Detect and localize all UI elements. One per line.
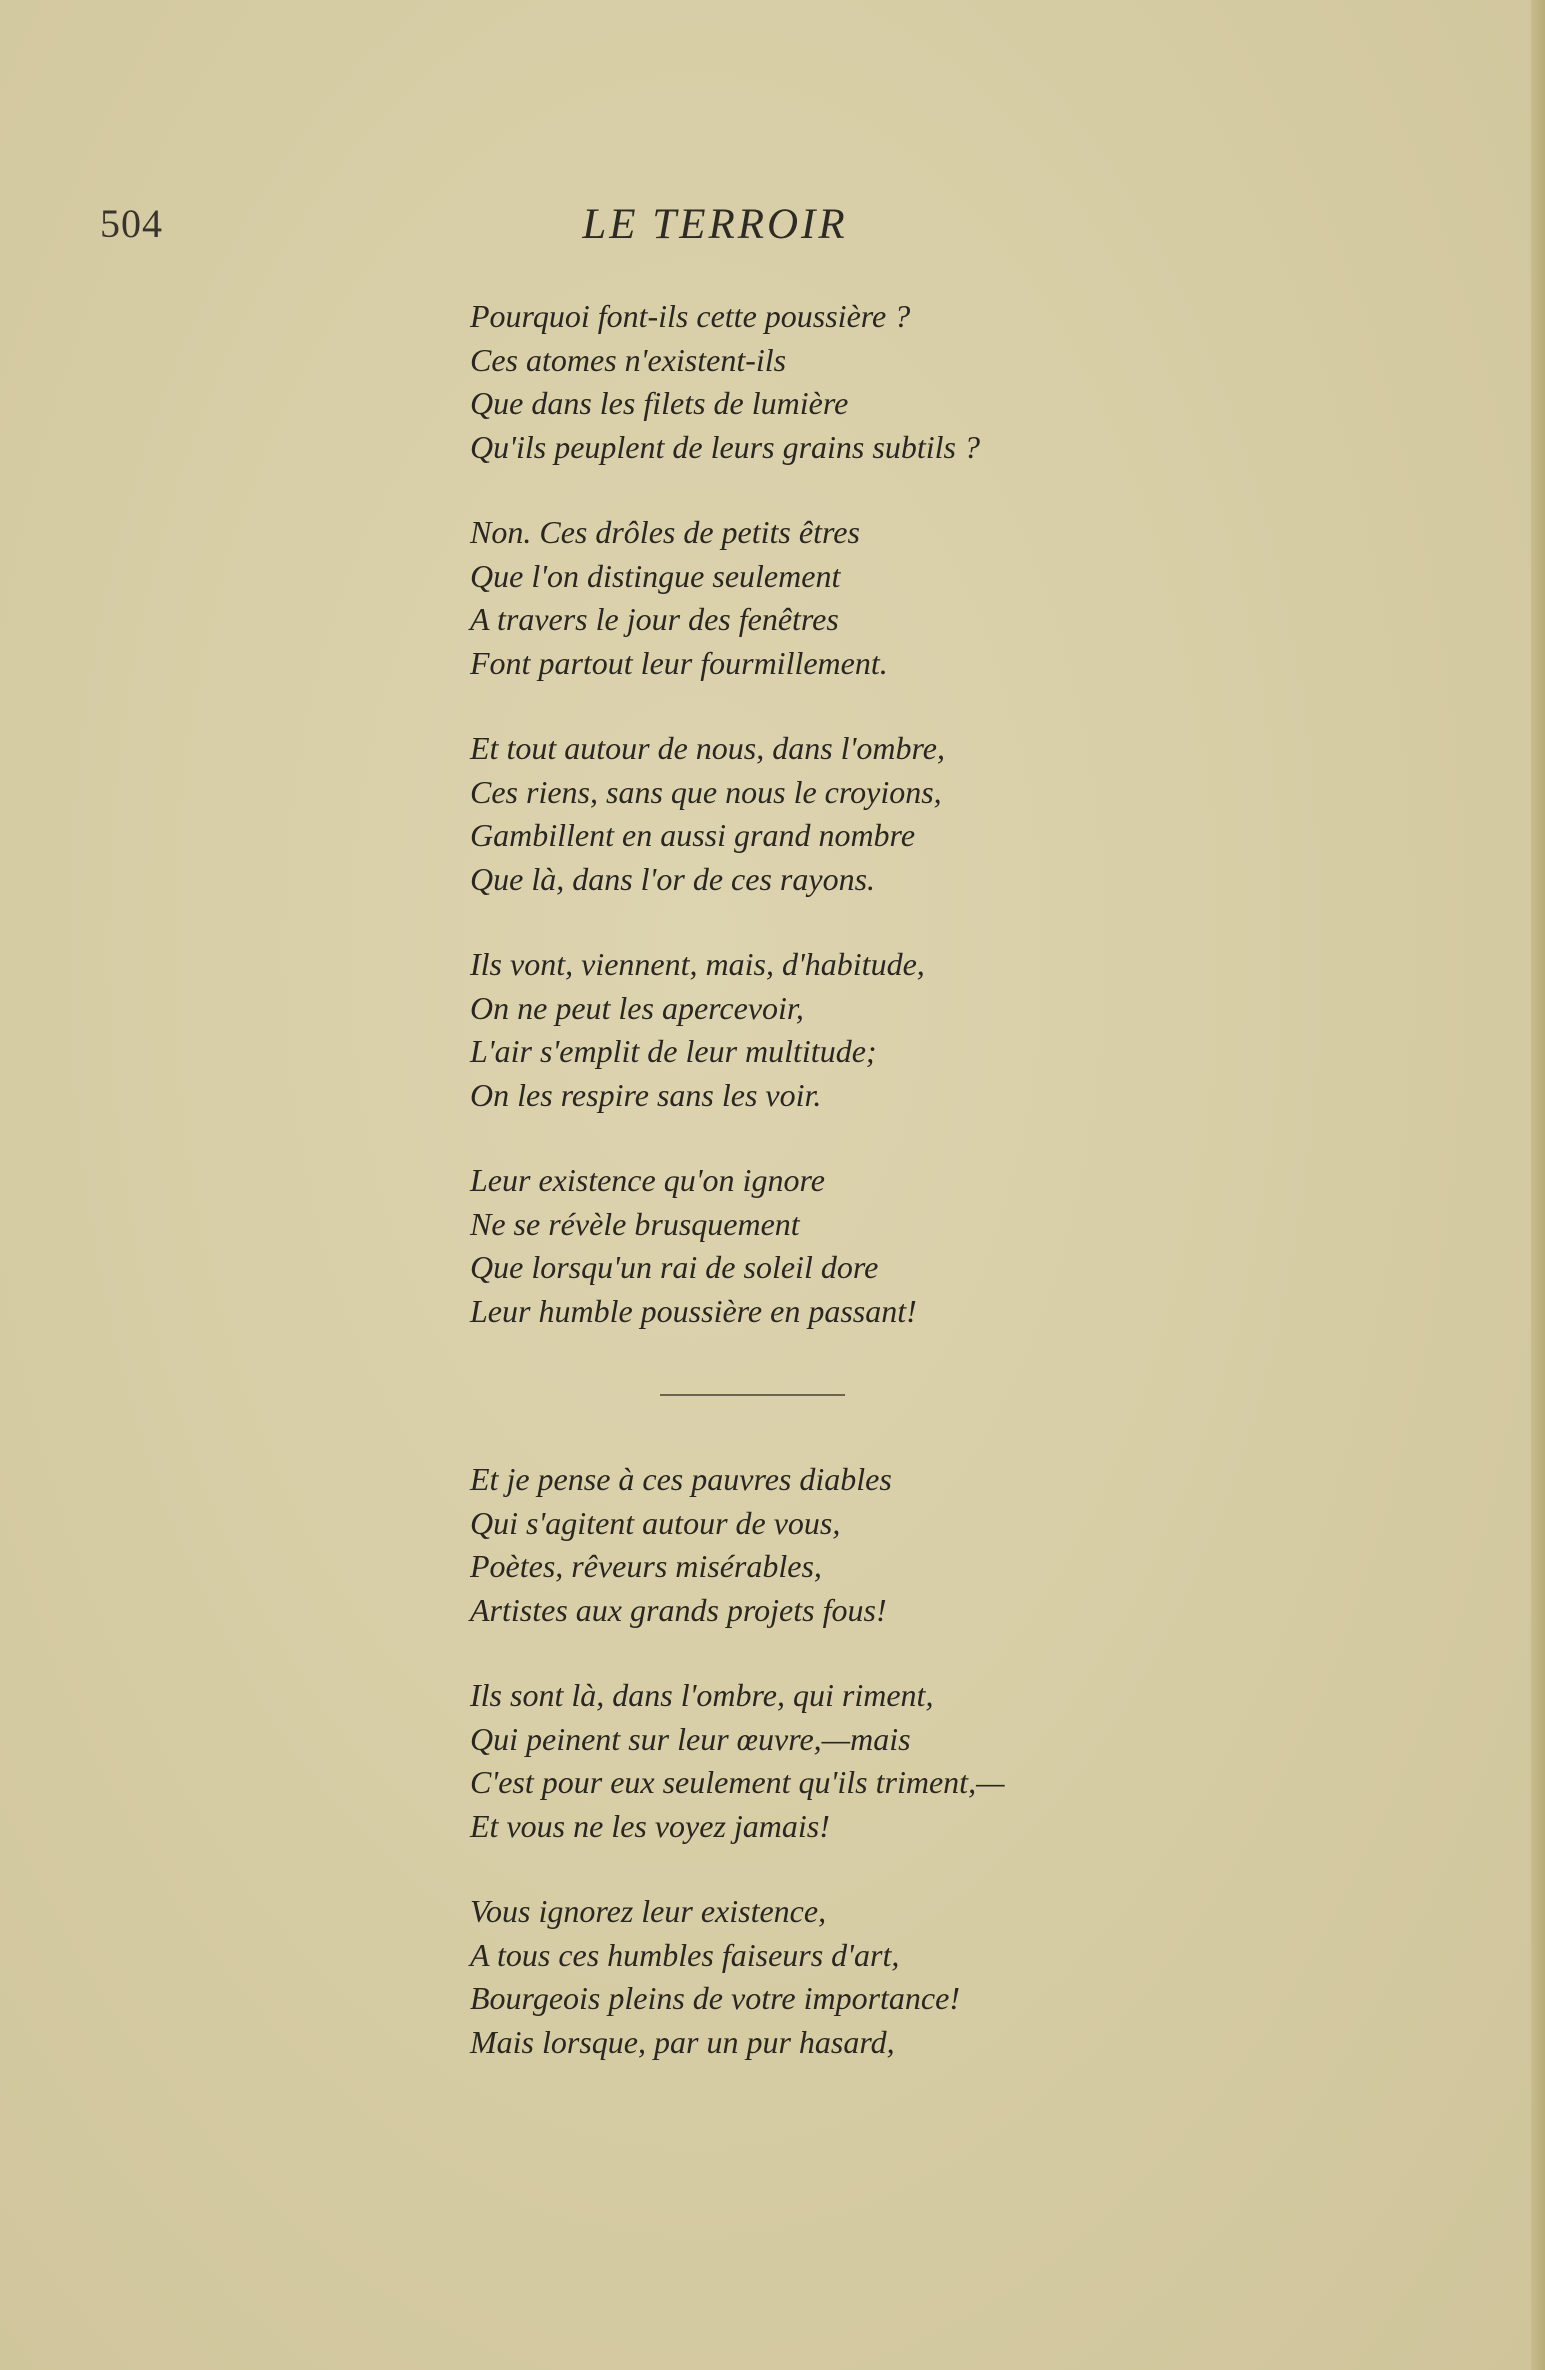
verse-line: C'est pour eux seulement qu'ils triment,— (470, 1764, 1005, 1800)
stanza (470, 1159, 1370, 1333)
verse-line: Mais lorsque, par un pur hasard, (470, 2023, 895, 2060)
verse-line: Poètes, rêveurs misérables, (470, 1548, 822, 1584)
verse-line: Que lorsqu'un rai de soleil dore (470, 1249, 879, 1285)
stanza (470, 1674, 1370, 1848)
verse-line: Et je pense à ces pauvres diables (470, 1461, 892, 1497)
page-number: 504 (100, 201, 163, 246)
verse-line: On les respire sans les voir. (470, 1076, 822, 1113)
running-title: LE TERROIR (582, 201, 848, 248)
verse-line: Font partout leur fourmillement. (470, 644, 888, 681)
poem-part-1 (470, 295, 1370, 1375)
verse-line: Ces atomes n'existent-ils (470, 341, 787, 378)
verse-line: Qui peinent sur leur œuvre,—mais (470, 1720, 911, 1757)
verse-line: A travers le jour des fenêtres (470, 601, 839, 637)
section-divider (660, 1394, 845, 1396)
verse-line: Pourquoi font-ils cette poussière ? (470, 298, 911, 334)
verse-line: Et tout autour de nous, dans l'ombre, (470, 730, 945, 766)
verse-line: Artistes aux grands projets fous! (470, 1591, 887, 1628)
stanza (470, 943, 1370, 1117)
stanza (470, 1890, 1370, 2064)
verse-line: Leur humble poussière en passant! (470, 1292, 917, 1329)
verse-line: Bourgeois pleins de votre importance! (470, 1980, 960, 2016)
stanza (470, 295, 1370, 469)
poem-part-2 (470, 1458, 1370, 2106)
verse-line: Non. Ces drôles de petits êtres (470, 514, 860, 550)
page-edge (1531, 0, 1545, 2370)
verse-line: Leur existence qu'on ignore (470, 1162, 825, 1198)
verse-line: Gambillent en aussi grand nombre (470, 817, 916, 853)
verse-line: A tous ces humbles faiseurs d'art, (470, 1936, 900, 1973)
verse-line: Qui s'agitent autour de vous, (470, 1504, 841, 1541)
verse-line: Que dans les filets de lumière (470, 385, 849, 421)
verse-line: On ne peut les apercevoir, (470, 989, 804, 1026)
verse-line: Ils sont là, dans l'ombre, qui riment, (470, 1677, 934, 1713)
verse-line: Vous ignorez leur existence, (470, 1893, 827, 1929)
verse-line: Que l'on distingue seulement (470, 557, 841, 594)
verse-line: Ces riens, sans que nous le croyions, (470, 773, 942, 810)
verse-line: L'air s'emplit de leur multitude; (470, 1033, 877, 1069)
stanza (470, 1458, 1370, 1632)
verse-line: Ils vont, viennent, mais, d'habitude, (470, 946, 925, 982)
verse-line: Et vous ne les voyez jamais! (470, 1807, 830, 1844)
stanza (470, 511, 1370, 685)
verse-line: Ne se révèle brusquement (470, 1205, 800, 1242)
verse-line: Que là, dans l'or de ces rayons. (470, 860, 876, 897)
verse-line: Qu'ils peuplent de leurs grains subtils ? (470, 428, 980, 465)
stanza (470, 727, 1370, 901)
